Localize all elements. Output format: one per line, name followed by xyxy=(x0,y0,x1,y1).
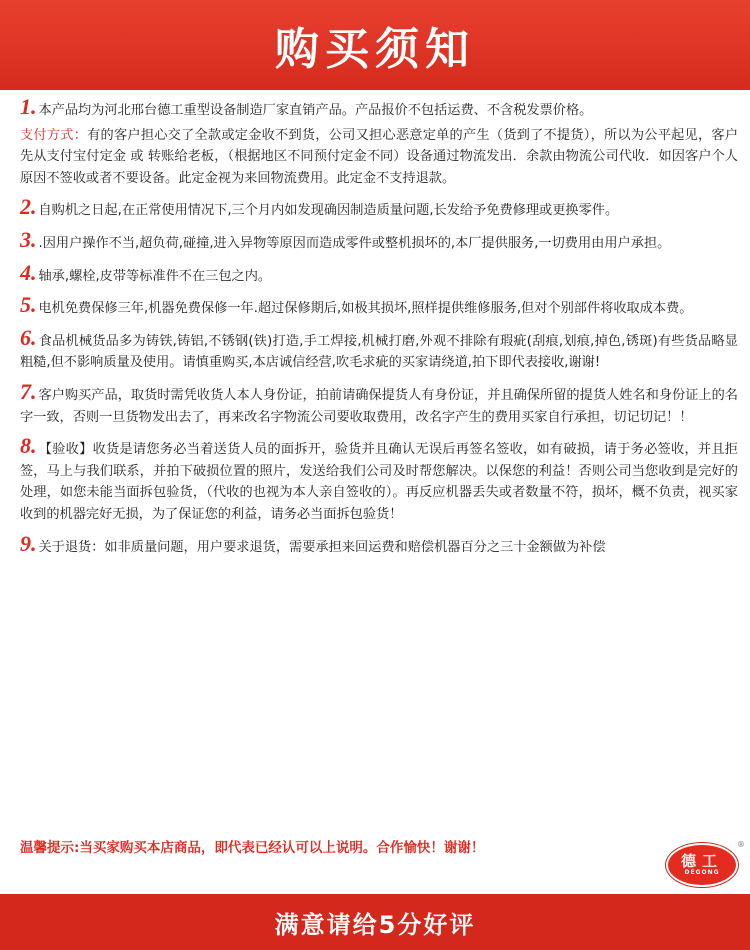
footer-slogan: 满意请给5分好评 xyxy=(274,910,476,939)
notice-payment: 支付方式：有的客户担心交了全款或定金收不到货，公司又担心恶意定单的产生（货到了不提货），所以为公平起见，客户先从支付宝付定金 或 转账给老板，（根据地区不同预付定金不同）设备通过物流发出．余款由物流公司代收．如因客户个人原因不签收或者不要设备。此定金视为来回物流费用。此定金不支持退款。 xyxy=(20,127,739,186)
warm-tip: 温馨提示:当买家购买本店商品，即代表已经认可以上说明。合作愉快！谢谢！ xyxy=(20,840,485,856)
page-title: 购买须知 xyxy=(275,24,475,75)
notice-item-1: 1. 本产品均为河北邢台德工重型设备制造厂家直销产品。产品报价不包括运费、不含税发票价格。 xyxy=(20,94,593,119)
registered-mark-icon: ® xyxy=(737,840,745,849)
notice-item-9: 9. 关于退货：如非质量问题，用户要求退货，需要承担来回运费和赔偿机器百分之三十金额做为补偿 xyxy=(20,530,606,556)
header-banner xyxy=(0,0,750,90)
notice-item-7: 7. 客户购买产品，取货时需凭收货人本人身份证，拍前请确保提货人有身份证，并且确保所留的提货人姓名和身份证上的名字一致，否则一旦货物发出去了，再来改名字物流公司要收取费用，改名字产生的费用买家自行承担，切记切记！！ xyxy=(20,378,738,425)
notice-content xyxy=(20,96,738,558)
notice-item-6: 6. 食品机械货品多为铸铁,铸铝,不锈钢(铁)打造,手工焊接,机械打磨,外观不排除有瑕疵(刮痕,划痕,掉色,锈斑)有些货品略显粗糙,但不影响质量及使用。请慎重购买,本店诚信经营,吹毛求疵的买家请绕道,拍下即代表接收,谢谢! xyxy=(20,324,738,371)
notice-item-3: 3. .因用户操作不当,超负荷,碰撞,进入异物等原因而造成零件或整机损坏的,本厂提供服务,一切费用由用户承担。 xyxy=(20,226,671,252)
notice-item-4: 4. 轴承,螺栓,皮带等标准件不在三包之内。 xyxy=(20,259,272,285)
logo-cn-text: 德工 xyxy=(680,852,723,870)
notice-item-5: 5. 电机免费保修三年,机器免费保修一年.超过保修期后,如极其损坏,照样提供维修服务,但对个别部件将收取成本费。 xyxy=(20,292,693,318)
notice-item-2: 2. 自购机之日起,在正常使用情况下,三个月内如发现确因制造质量问题,长发给予免费修理或更换零件。 xyxy=(20,194,619,220)
logo-en-text: DEGONG xyxy=(684,869,720,876)
degong-logo xyxy=(666,843,738,887)
notice-item-8: 8. 【验收】收货是请您务必当着送货人员的面拆开，验货并且确认无误后再签名签收，如有破损，请于务必签收，并且拒签，马上与我们联系，并拍下破损位置的照片，发送给我们公司及时帮您解决。以保您的利益！否则公司当您收到是完好的处理，如您未能当面拆包验货，（代收的也视为本人亲自签收的）。再反应机器丢失或者数量不符，损坏，概不负责，视买家收到的机器完好无损，为了保证您的利益，请务必当面拆包验货！ xyxy=(20,433,738,522)
footer-banner xyxy=(0,894,750,950)
